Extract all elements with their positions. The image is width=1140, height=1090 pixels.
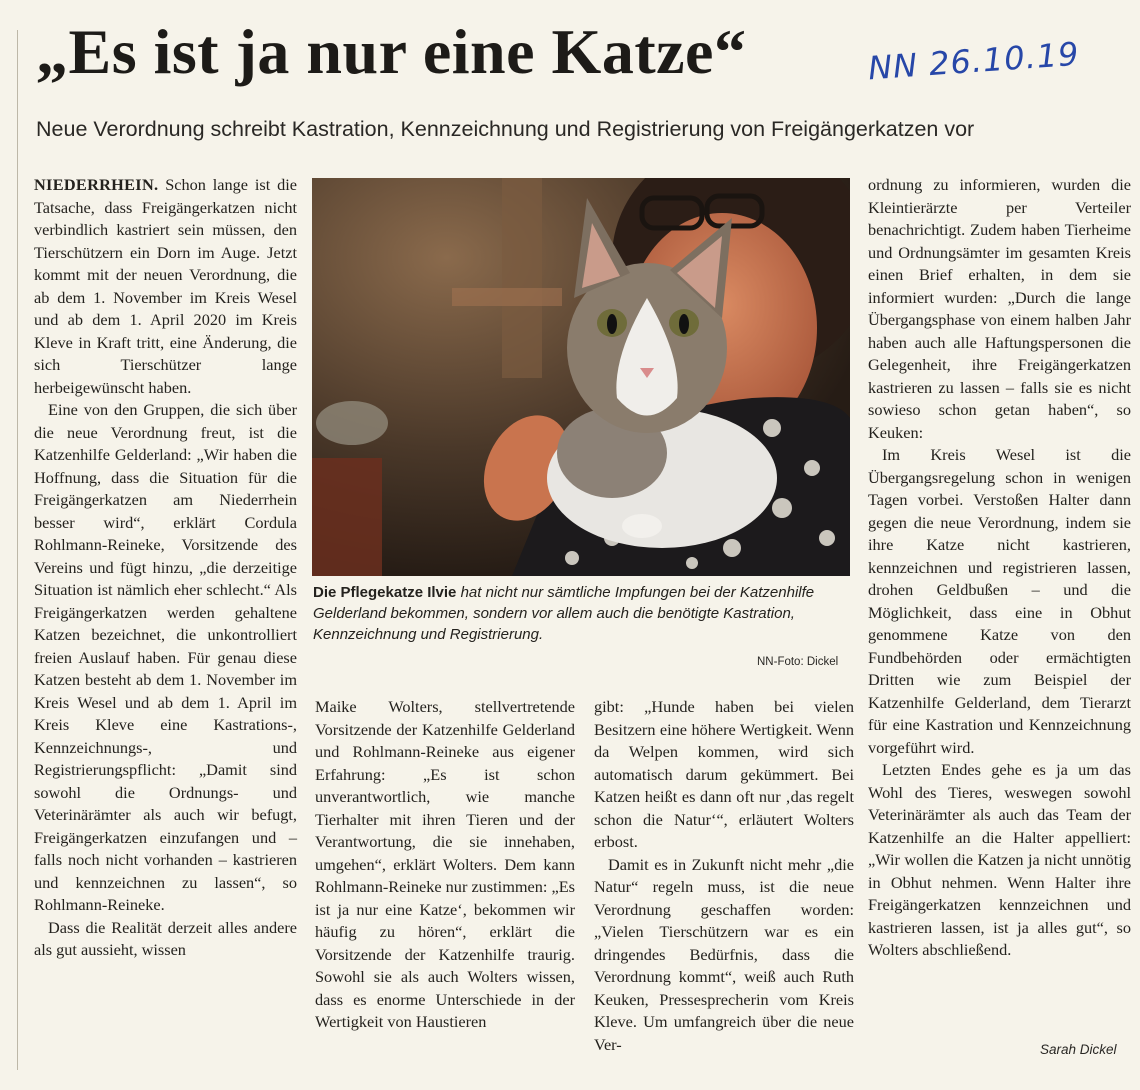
cat-photo [312,178,850,576]
caption-text: hat nicht nur sämtliche Impfungen bei der Katzenhilfe Gelderland bekommen, sondern vor allem auch die benötigte Kastration, Kennzeichnung und Registrierung. [313,584,815,643]
article-column-3 [594,696,854,1056]
paragraph: Im Kreis Wesel ist die Übergangsregelung schon in wenigen Tagen vorbei. Verstoßen Halter dann gegen die neue Verordnung, indem sie ihre Katze nicht kastrieren, kennzeichnen und registrieren lassen, drohen Geldbußen – und die Möglichkeit, dass eine in Obhut genommene Katze von den Fundbehörden oder ermächtigten Dritten wie zum Beispiel der Katzenhilfe Gelderland, dem Tierarzt für eine Kastration und Kennzeichnung vorgeführt wird. [868,445,1131,757]
paragraph: Letzten Endes gehe es ja um das Wohl des Tieres, weswegen sowohl Veterinärämter als auch das Team der Katzenhilfe an die Halter appelliert: „Wir wollen die Katzen ja nicht unnötig in Obhut nehmen. Wenn Halter ihre Freigängerkatzen kennzeichnen und kastrieren lassen, ist ja alles gut“, so Wolters abschließend. [868,760,1131,959]
article-column-2 [315,696,575,1034]
author-byline: Sarah Dickel [1040,1042,1117,1057]
article-column-4 [868,174,1131,962]
paragraph: Maike Wolters, stellvertretende Vorsitzende der Katzenhilfe Gelderland und Rohlmann-Reineke aus eigener Erfahrung: „Es ist schon unverantwortlich, wie manche Tierhalter mit ihren Tieren und der Verantwortung, die sie innehaben, umgehen“, erklärt Wolters. Dem kann Rohlmann-Reineke nur zustimmen: „Es ist ja nur eine Katze‘, bekommen wir häufig zu hören“, erklärt die Vorsitzende der Katzenhilfe traurig. Sowohl sie als auch Wolters wissen, dass es enorme Unterschiede in der Wertigkeit von Haustieren [315,697,575,1031]
subheadline: Neue Verordnung schreibt Kastration, Kennzeichnung und Registrierung von Freigängerkatzen vor [36,117,975,141]
dateline: NIEDERRHEIN. [34,175,159,194]
article-column-1 [34,174,297,962]
photo-credit: NN-Foto: Dickel [757,656,839,668]
caption-lead: Die Pflegekatze Ilvie [313,584,457,601]
handwritten-date-stamp: NN 26.10.19 [866,34,1081,88]
paragraph: Damit es in Zukunft nicht mehr „die Natur“ regeln muss, ist die neue Verordnung geschaffen worden: „Vielen Tierschützern war es ein dringendes Bedürfnis, dass die Verordnung kommt“, weiß auch Ruth Keuken, Pressesprecherin vom Kreis Kleve. Um umfangreich über die neue Ver- [594,854,854,1054]
paragraph: ordnung zu informieren, wurden die Kleintierärzte per Verteiler benachrichtigt. Zudem haben Tierheime und Ordnungsämter im gesamten Kreis einen Brief erhalten, in dem sie informiert wurden: „Durch die lange Übergangsphase von einem halben Jahr haben auch alle Haftungspersonen die Gelegenheit, ihre Freigängerkatzen kastrieren zu lassen – falls sie es nicht sowieso schon getan haben“, so Keuken: [868,175,1131,442]
column-rule [17,30,18,1070]
photo-illustration [312,178,850,576]
paragraph: Eine von den Gruppen, die sich über die neue Verordnung freut, ist die Katzenhilfe Gelderland: „Wir haben die Hoffnung, dass die Situation für die Freigängerkatzen am Niederrhein besser wird“, erklärt Cordula Rohlmann-Reineke, Vorsitzende des Vereins und fügt hinzu, „die derzeitige Situation ist nämlich eher schlecht.“ Als Freigängerkatzen werden gehaltene Katzen bezeichnet, die unkontrolliert freien Auslauf haben. Für genau diese Katzen besteht ab dem 1. November im Kreis Wesel und ab dem 1. April im Kreis Kleve eine Kastrations-, Kennzeichnungs-, und Registrierungspflicht: „Damit sind sowohl die Ordnungs- und Veterinärämter als auch wir befugt, Freigängerkatzen einzufangen und – falls noch nicht vorhanden – kastrieren und kennzeichnen zu lassen“, so Rohlmann-Reineke. [34,400,297,914]
paragraph [34,174,297,399]
paragraph: gibt: „Hunde haben bei vielen Besitzern eine höhere Wertigkeit. Wenn da Welpen kommen, wird sich automatisch darum gekümmert. Bei Katzen heißt es dann oft nur ‚das regelt schon die Natur‘“, erläutert Wolters erbost. [594,697,854,851]
paragraph-text: Schon lange ist die Tatsache, dass Freigängerkatzen nicht verbindlich kastriert sein müssen, den Tierschützern ein Dorn im Auge. Jetzt kommt mit der neuen Verordnung, die ab dem 1. November im Kreis Wesel und ab dem 1. April 2020 im Kreis Kleve in Kraft tritt, eine Änderung, die sich Tierschützer lange herbeigewünscht haben. [34,175,297,397]
headline: „Es ist ja nur eine Katze“ [36,16,747,87]
photo-caption [313,582,851,645]
paragraph: Dass die Realität derzeit alles andere als gut aussieht, wissen [34,917,297,959]
